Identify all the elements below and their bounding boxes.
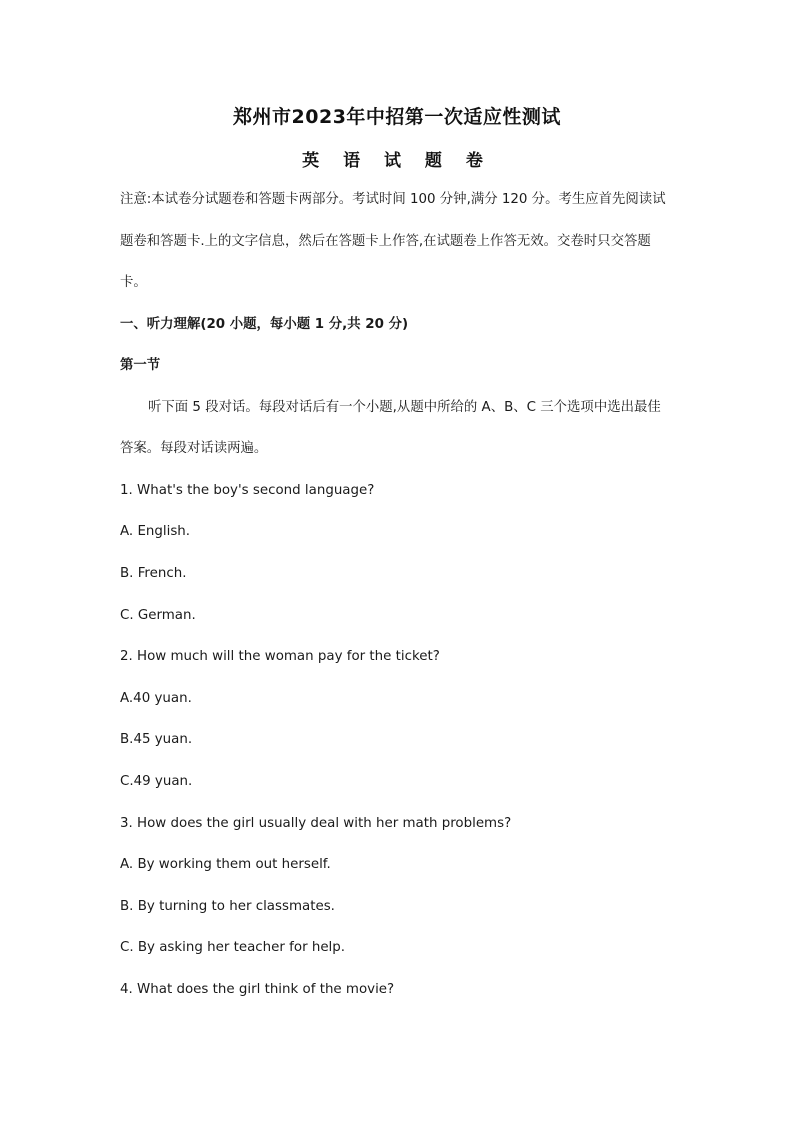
section-part: 第一节 bbox=[120, 358, 161, 373]
exam-title: 郑州市2023年中招第一次适应性测试 bbox=[233, 106, 561, 128]
question-1: 1. What's the boy's second language? bbox=[120, 483, 375, 498]
question-4: 4. What does the girl think of the movie? bbox=[120, 982, 395, 997]
question-3: 3. How does the girl usually deal with her math problems? bbox=[120, 816, 512, 831]
question-2: 2. How much will the woman pay for the ticket? bbox=[120, 649, 440, 664]
question-3-option-c: C. By asking her teacher for help. bbox=[120, 940, 346, 955]
question-1-option-b: B. French. bbox=[120, 566, 187, 581]
question-3-option-b: B. By turning to her classmates. bbox=[120, 899, 335, 914]
question-2-option-b: B.45 yuan. bbox=[120, 732, 193, 747]
instruction-line-2: 答案。每段对话读两遍。 bbox=[120, 441, 268, 456]
question-1-option-a: A. English. bbox=[120, 524, 191, 539]
exam-subtitle: 英 语 试 题 卷 bbox=[302, 151, 492, 171]
question-2-option-a: A.40 yuan. bbox=[120, 691, 192, 706]
question-2-option-c: C.49 yuan. bbox=[120, 774, 193, 789]
question-1-option-c: C. German. bbox=[120, 608, 196, 623]
section-heading: 一、听力理解(20 小题，每小题 1 分,共 20 分) bbox=[120, 317, 409, 332]
notice-line-1: 注意:本试卷分试题卷和答题卡两部分。考试时间 100 分钟,满分 120 分。考生应首先阅读试 bbox=[120, 192, 666, 207]
question-3-option-a: A. By working them out herself. bbox=[120, 857, 331, 872]
notice-line-3: 卡。 bbox=[120, 275, 147, 290]
instruction-line-1: 听下面 5 段对话。每段对话后有一个小题,从题中所给的 A、B、C 三个选项中选出最佳 bbox=[148, 400, 661, 415]
notice-line-2: 题卷和答题卡.上的文字信息，然后在答题卡上作答,在试题卷上作答无效。交卷时只交答题 bbox=[120, 234, 651, 249]
